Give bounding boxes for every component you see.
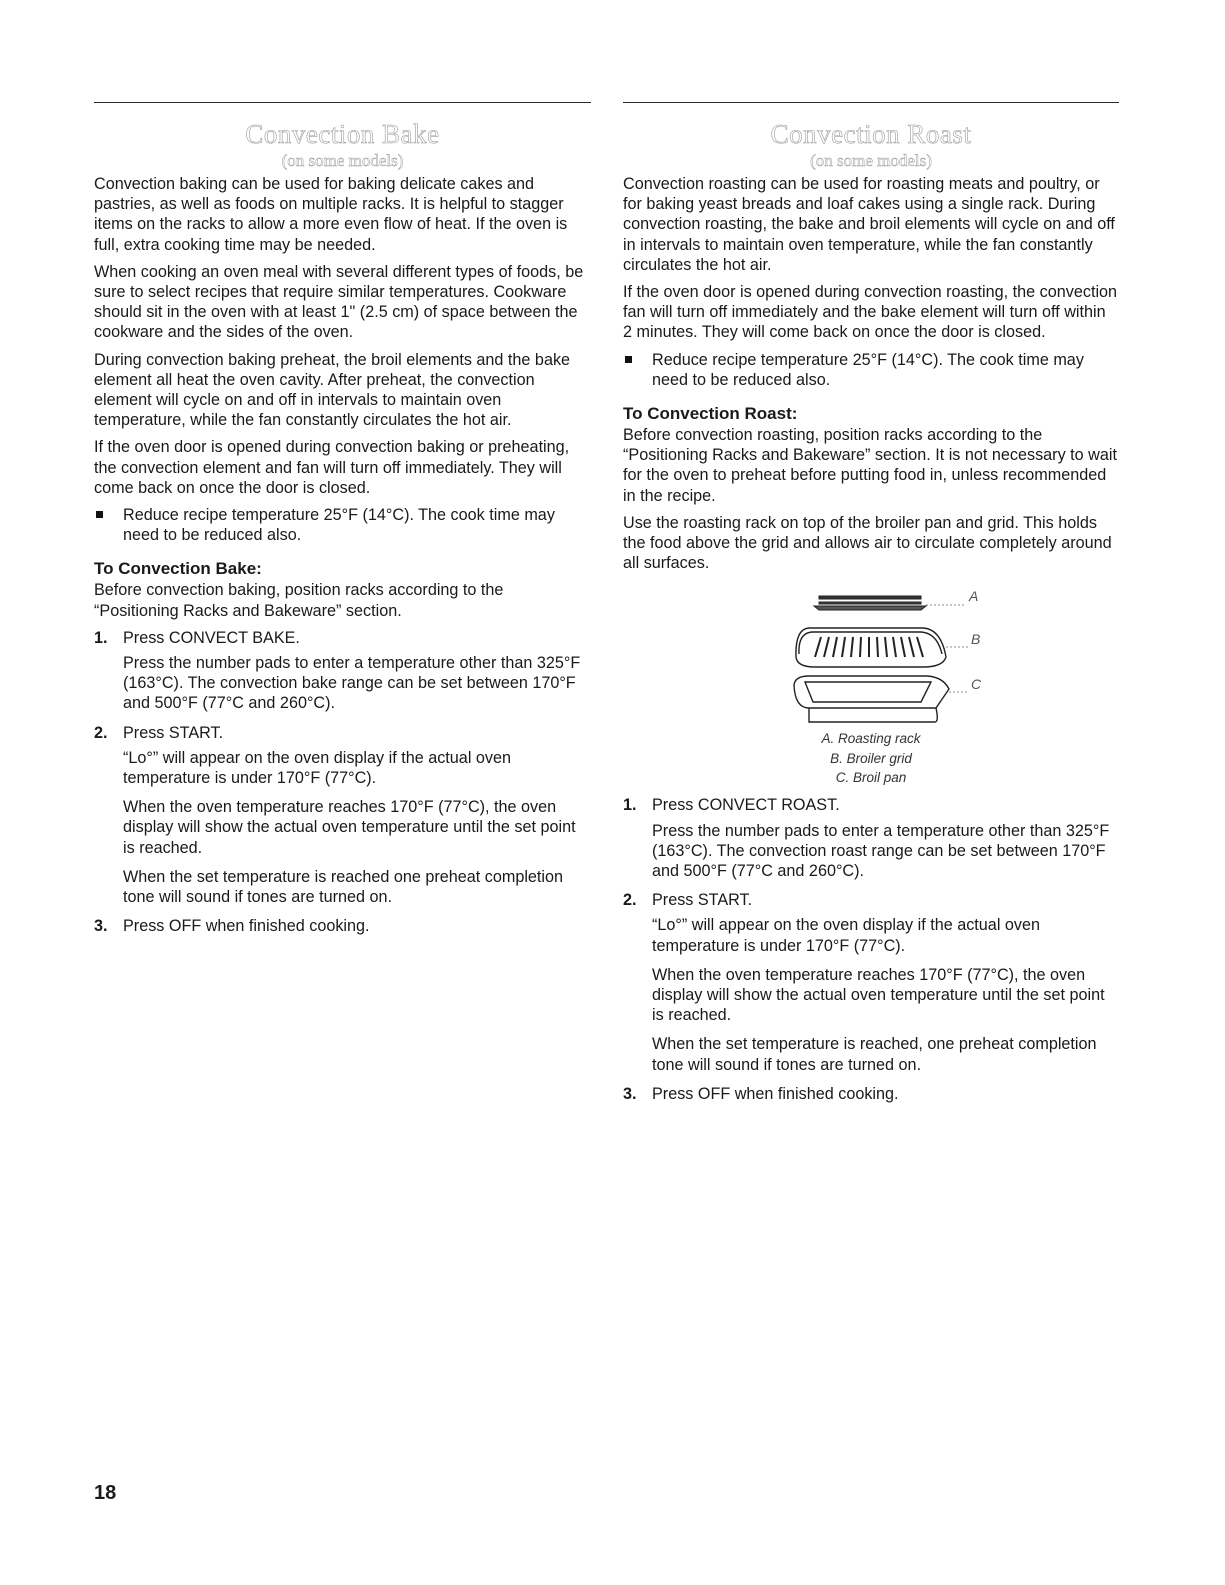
step-paragraph: When the set temperature is reached one preheat completion tone will sound if tones are turned on. [123,867,564,907]
broil-pan-icon [794,676,968,722]
page-number: 18 [94,1482,117,1504]
step-number: 3. [623,1084,637,1103]
section-title: Convection Bake [245,119,440,149]
step-paragraph: “Lo°” will appear on the oven display if the actual oven temperature is under 170°F (77°C). [652,916,1041,955]
step-number: 2. [623,891,637,910]
roasting-rack-icon [814,596,965,610]
step-paragraph: When the set temperature is reached, one preheat completion tone will sound if tones are turned on. [652,1035,1097,1074]
step-heading: Press OFF when finished cooking. [652,1084,899,1103]
right-column [623,102,1119,1111]
step-paragraph: “Lo°” will appear on the oven display if the actual oven temperature is under 170°F (77°C). [123,748,512,788]
body-paragraph: Convection roasting can be used for roasting meats and poultry, or for baking yeast breads and loaf cakes using a single rack. During convection roasting, the bake and broil elements will cycle on and off in intervals to maintain oven temperature, while the fan constantly circulates the hot air. [623,175,1115,274]
bullet-item [623,350,1119,390]
step-number: 3. [94,917,108,936]
step-item [94,723,591,908]
step-paragraph: Press the number pads to enter a temperature other than 325°F (163°C). The convection bake range can be set between 170°F and 500°F (77°C and 260°C). [123,654,581,713]
step-item [94,628,591,714]
bullet-text: Reduce recipe temperature 25°F (14°C). The cook time may need to be reduced also. [652,350,1084,389]
step-heading: Press START. [652,891,753,910]
body-paragraph: During convection baking preheat, the broil elements and the bake element all heat the oven cavity. After preheat, the convection element will cycle on and off in intervals to maintain oven temperature, while the fan constantly circulates the hot air. [94,350,571,430]
step-number: 2. [94,723,108,742]
step-heading: Press START. [123,723,224,742]
broiler-pan-figure [623,581,1119,829]
square-bullet-icon [625,356,632,363]
figure-label-a: A [969,588,979,605]
section-divider [623,102,1119,103]
step-paragraph: When the oven temperature reaches 170°F (77°C), the oven display will show the actual oven temperature until the set point is reached. [123,798,576,857]
step-paragraph: When the oven temperature reaches 170°F (77°C), the oven display will show the actual oven temperature until the set point is reached. [652,965,1105,1025]
broiler-grid-icon [796,628,968,667]
subheading: To Convection Roast: [623,404,798,424]
body-paragraph: If the oven door is opened during convection baking or preheating, the convection element and fan will turn off immediately. They will come back on once the door is closed. [94,438,570,497]
left-column [94,102,591,944]
caption-line: C. Broil pan [835,770,907,786]
step-item [94,916,591,936]
step-heading: Press CONVECT BAKE. [123,628,300,647]
step-number: 1. [623,796,637,815]
step-heading: Press CONVECT ROAST. [652,796,840,815]
intro-paragraph: Before convection baking, position racks according to the “Positioning Racks and Bakeware” section. [94,581,504,620]
figure-label-c: C [971,676,982,693]
step-item [623,1084,1119,1104]
step-heading: Press OFF when finished cooking. [123,917,370,936]
section-subtitle: (on some models) [810,151,932,170]
bullet-text: Reduce recipe temperature 25°F (14°C). The cook time may need to be reduced also. [123,506,555,545]
steps-list [94,628,591,937]
figure-label-b: B [971,631,981,648]
steps-list [623,795,1119,1104]
square-bullet-icon [96,511,103,518]
intro-paragraph: Use the roasting rack on top of the broiler pan and grid. This holds the food above the grid and allows air to circulate completely around all surfaces. [623,513,1112,573]
body-paragraph: Convection baking can be used for baking delicate cakes and pastries, as well as foods on multiple racks. It is helpful to stagger items on the racks to allow a more even flow of heat. If the oven is full, extra cooking time may be needed. [94,175,568,254]
intro-paragraph: Before convection roasting, position racks according to the “Positioning Racks and Bakeware” section. It is not necessary to wait for the oven to preheat before putting food in, unless recommended in the recipe. [623,426,1117,505]
step-item [623,795,1119,881]
subheading: To Convection Bake: [94,559,262,579]
body-paragraph: If the oven door is opened during convection roasting, the convection fan will turn off immediately and the bake element will turn off within 2 minutes. They will come back on once the door is closed. [623,283,1118,342]
section-divider [94,102,591,103]
step-item [623,890,1119,1075]
section-title: Convection Roast [770,119,972,149]
body-paragraph: When cooking an oven meal with several different types of foods, be sure to select recipes that require similar temperatures. Cookware should sit in the oven with at least 1" (2.5 cm) of space between the cookware and the sides of the oven. [94,262,584,342]
step-number: 1. [94,628,108,647]
figure-caption [623,729,1119,788]
section-subtitle: (on some models) [281,151,404,170]
caption-line: A. Roasting rack [821,731,921,747]
bullet-item [94,505,591,545]
caption-line: B. Broiler grid [830,750,912,766]
step-paragraph: Press the number pads to enter a temperature other than 325°F (163°C). The convection roast range can be set between 170°F and 500°F (77°C and 260°C). [652,821,1110,881]
